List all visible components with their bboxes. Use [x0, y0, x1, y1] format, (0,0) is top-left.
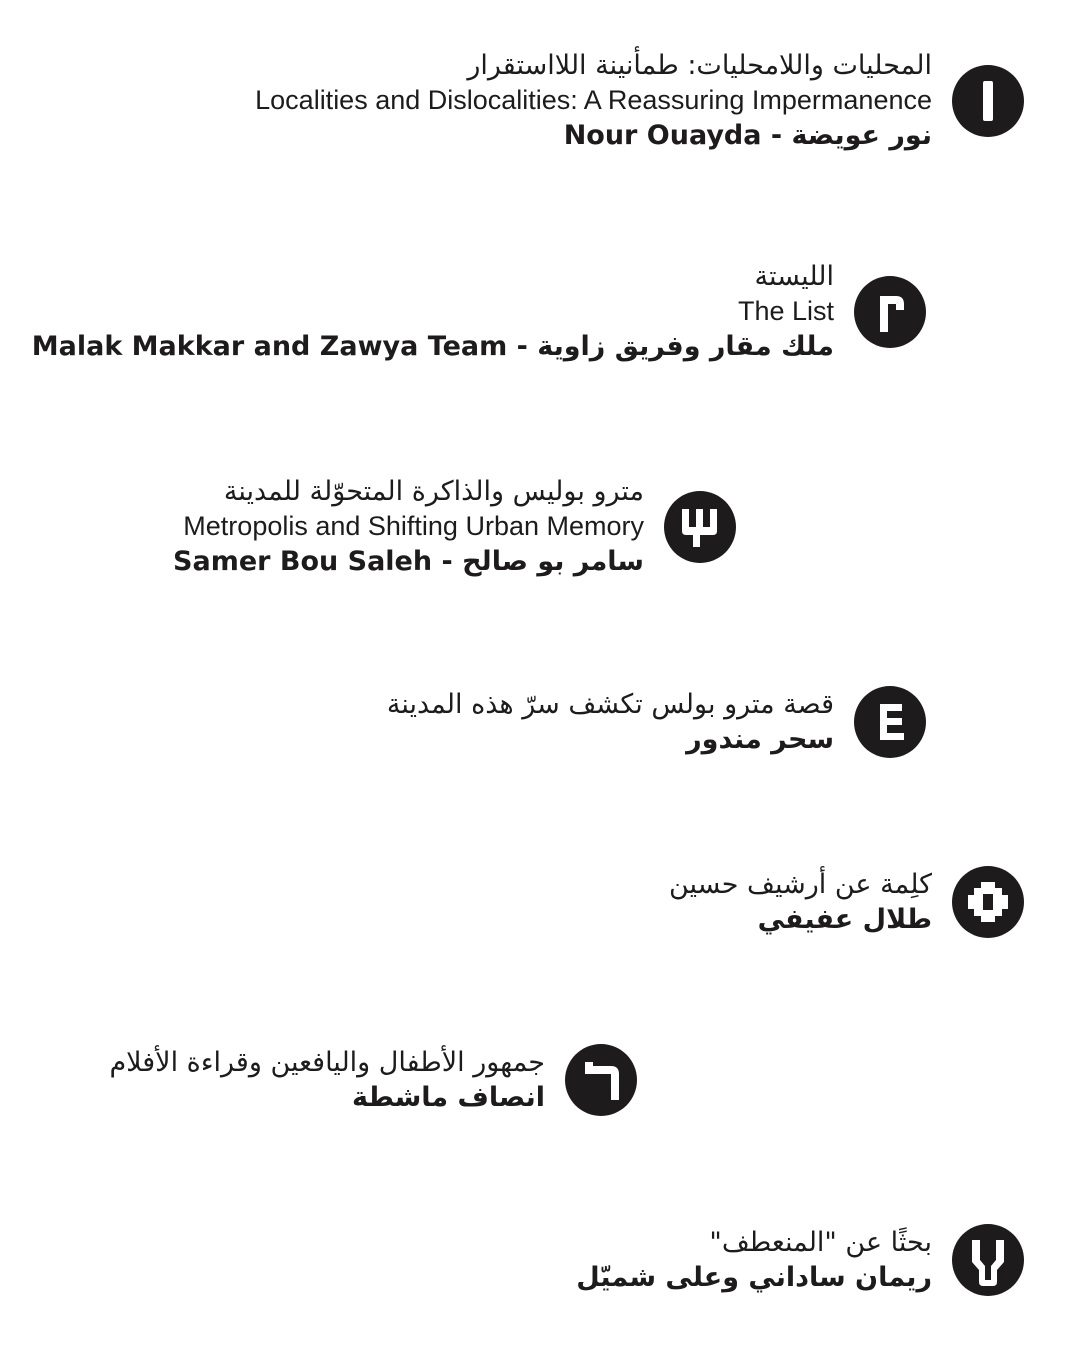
entry-text-7	[576, 1229, 932, 1291]
numeral-three-icon	[664, 491, 736, 563]
entry-text-5	[669, 871, 932, 933]
entry-text-4	[387, 691, 834, 753]
entry-arabic-title: الليستة	[754, 261, 834, 292]
numeral-one-icon	[952, 65, 1024, 137]
entry-arabic-title: مترو بوليس والذاكرة المتحوّلة للمدينة	[223, 476, 644, 507]
toc-entry-2	[32, 263, 926, 360]
entry-author: انصاف ماشطة	[352, 1082, 545, 1113]
toc-entry-7	[576, 1224, 1024, 1296]
toc-entry-6	[109, 1044, 637, 1116]
entry-text-2	[32, 263, 834, 360]
toc-entry-5	[669, 866, 1024, 938]
entry-arabic-title: بحثًا عن "المنعطف"	[709, 1227, 932, 1258]
entry-arabic-title: قصة مترو بولس تكشف سرّ هذه المدينة	[386, 689, 834, 720]
entry-text-6	[109, 1049, 545, 1111]
numeral-five-icon	[952, 866, 1024, 938]
entry-english-title: Metropolis and Shifting Urban Memory	[183, 511, 644, 541]
entry-author: ريمان ساداني وعلى شميّل	[576, 1262, 932, 1293]
entry-author: Samer Bou Saleh - سامر بو صالح	[173, 546, 644, 577]
entry-english-title: Localities and Dislocalities: A Reassuring Impermanence	[255, 85, 932, 115]
numeral-four-icon	[854, 686, 926, 758]
entry-english-title: The List	[737, 296, 834, 326]
toc-entry-1	[255, 52, 1024, 149]
entry-text-3	[173, 478, 644, 575]
entry-author: Nour Ouayda - نور عويضة	[563, 120, 932, 151]
numeral-two-icon	[854, 276, 926, 348]
toc-entry-4	[387, 686, 926, 758]
entry-author: طلال عفيفي	[757, 904, 932, 935]
entry-arabic-title: كلِمة عن أرشيف حسين	[668, 869, 932, 900]
entry-author: سحر مندور	[686, 724, 834, 755]
entry-arabic-title: المحليات واللامحليات: طمأنينة اللااستقرار	[467, 50, 932, 81]
entry-author: Malak Makkar and Zawya Team - ملك مقار وفريق زاوية	[31, 331, 834, 362]
entry-text-1	[255, 52, 932, 149]
numeral-six-icon	[565, 1044, 637, 1116]
numeral-seven-icon	[952, 1224, 1024, 1296]
entry-arabic-title: جمهور الأطفال واليافعين وقراءة الأفلام	[109, 1047, 545, 1078]
toc-entry-3	[173, 478, 736, 575]
